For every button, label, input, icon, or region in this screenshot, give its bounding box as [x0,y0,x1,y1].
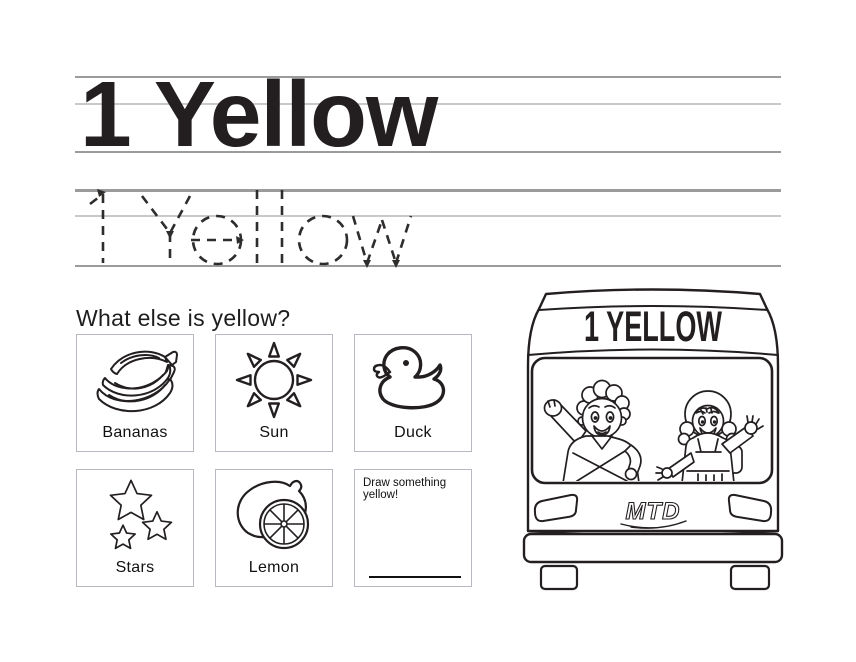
card-label: Sun [259,424,289,441]
card-label: Bananas [102,424,168,441]
card-duck [354,334,472,452]
bus-logo [621,498,686,528]
question-heading: What else is yellow? [76,305,291,331]
bananas-icon [89,341,181,419]
card-stars [76,469,194,587]
bus-wheel-right [731,566,769,589]
card-draw-prompt [354,469,472,587]
draw-prompt-text: Draw something yellow! [363,477,447,501]
stars-icon [89,471,181,559]
duck-icon [367,338,459,422]
bus-wheel-left [541,566,577,589]
trace-letter-Y [142,196,170,233]
trace-letter-w [353,216,411,263]
card-sun [215,334,333,452]
card-label: Duck [394,424,432,441]
card-label: Lemon [248,559,300,576]
page-title: 1 Yellow [80,62,438,166]
drawing-answer-line [369,576,461,578]
lemon-icon [226,471,322,559]
yellow-bus-illustration [515,281,793,603]
sun-icon [228,338,320,422]
trace-letter-o [299,216,347,264]
card-lemon [215,469,333,587]
bus-logo-text: MTD [625,498,681,525]
bus-destination-text: 1 YELLOW [584,301,722,351]
bus-bumper [524,534,782,562]
trace-direction-arrows [97,189,400,268]
trace-word [70,183,450,283]
card-label: Stars [115,559,155,576]
card-bananas [76,334,194,452]
trace-letter-e [193,216,241,264]
